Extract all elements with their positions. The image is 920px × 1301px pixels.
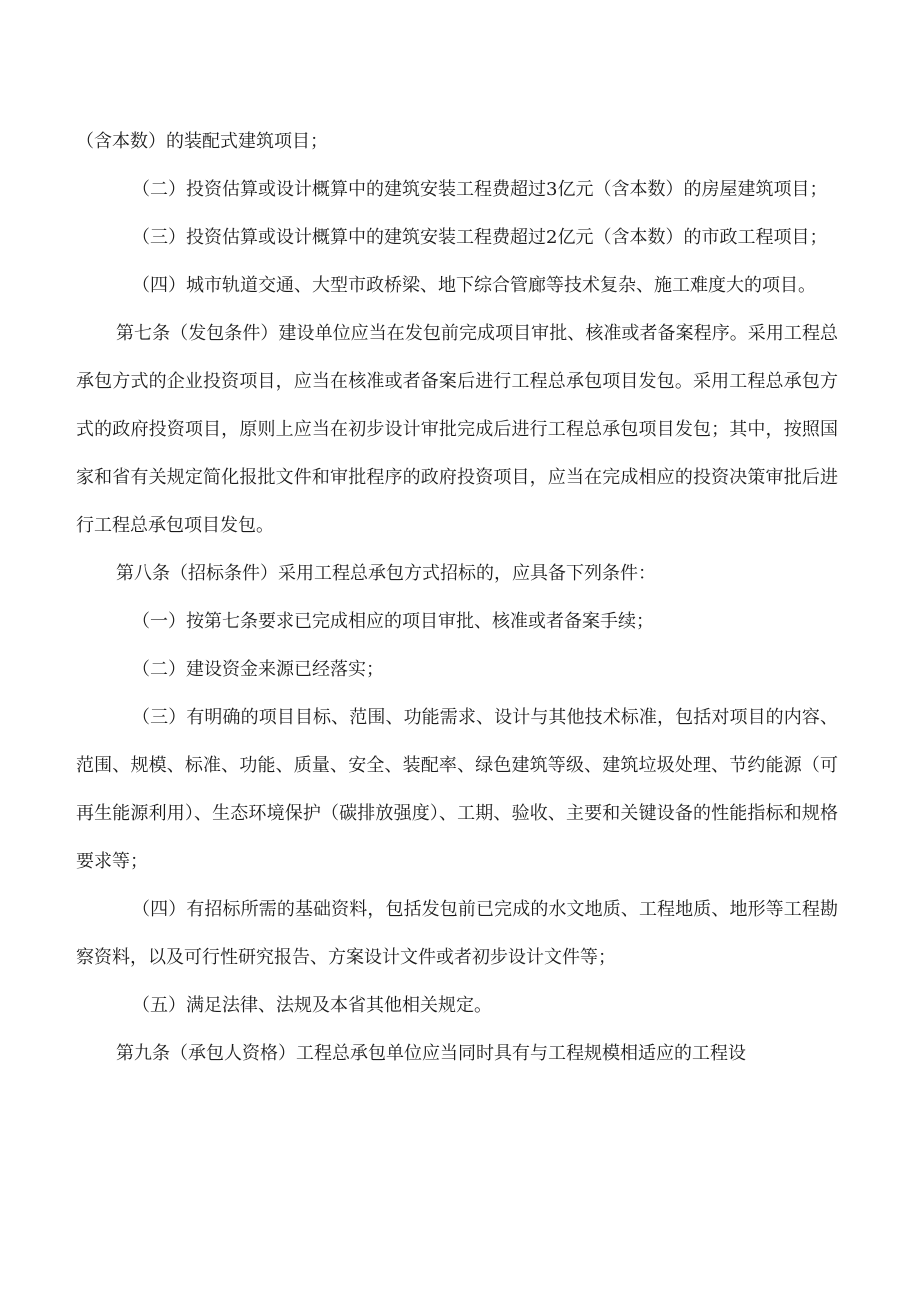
paragraph-item-3: （三）投资估算或设计概算中的建筑安装工程费超过2亿元（含本数）的市政工程项目； [132,227,828,248]
article-8-item-3: （三）有明确的项目目标、范围、功能需求、设计与其他技术标准，包括对项目的内容、范围、规模、标准、功能、质量、安全、装配率、绿色建筑等级、建筑垃圾处理、节约能源（可再生能源利用）、生态环境保护（碳排放强度）、工期、验收、主要和关键设备的性能指标和规格要求等； [76,707,838,872]
paragraph-item-4: （四）城市轨道交通、大型市政桥梁、地下综合管廊等技术复杂、施工难度大的项目。 [132,275,816,296]
article-9: 第九条（承包人资格）工程总承包单位应当同时具有与工程规模相适应的工程设 [116,1043,746,1064]
article-8-item-4: （四）有招标所需的基础资料，包括发包前已完成的水文地质、工程地质、地形等工程勘察资料，以及可行性研究报告、方案设计文件或者初步设计文件等； [76,899,838,968]
article-8-item-2: （二）建设资金来源已经落实； [132,659,384,680]
article-8: 第八条（招标条件）采用工程总承包方式招标的，应具备下列条件： [116,563,656,584]
paragraph-item-2: （二）投资估算或设计概算中的建筑安装工程费超过3亿元（含本数）的房屋建筑项目； [132,179,828,200]
article-7: 第七条（发包条件）建设单位应当在发包前完成项目审批、核准或者备案程序。采用工程总承包方式的企业投资项目，应当在核准或者备案后进行工程总承包项目发包。采用工程总承包方式的政府投资项目，原则上应当在初步设计审批完成后进行工程总承包项目发包；其中，按照国家和省有关规定简化报批文件和审批程序的政府投资项目，应当在完成相应的投资决策审批后进行工程总承包项目发包。 [76,323,838,536]
document-page [76,118,838,1078]
article-8-item-1: （一）按第七条要求已完成相应的项目审批、核准或者备案手续； [132,611,654,632]
paragraph-continuation: （含本数）的装配式建筑项目； [76,131,328,152]
article-8-item-5: （五）满足法律、法规及本省其他相关规定。 [132,995,492,1016]
